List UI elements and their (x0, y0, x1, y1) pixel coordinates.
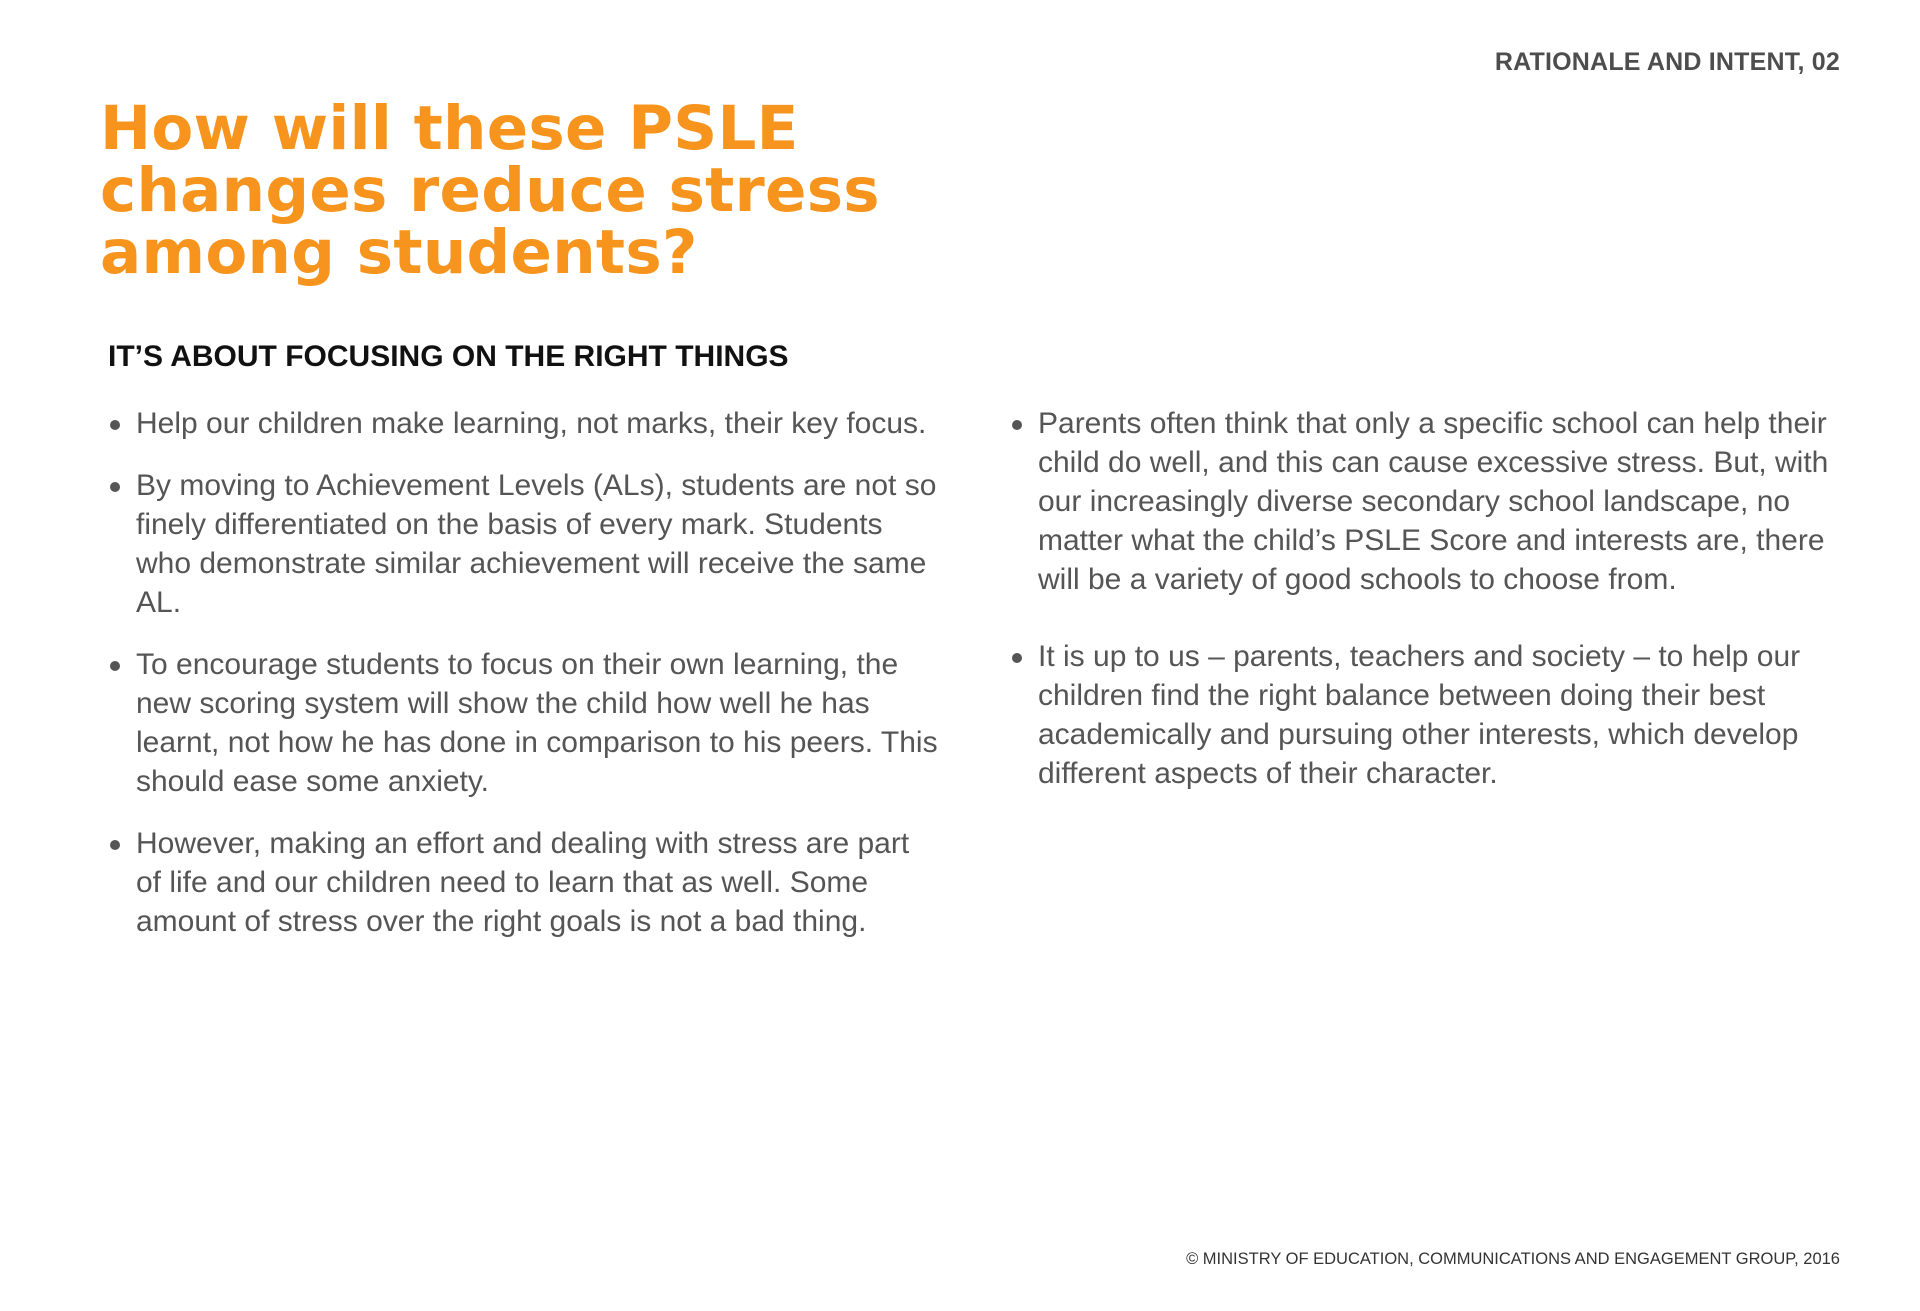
left-bullet-list (108, 404, 938, 964)
bullet-item: It is up to us – parents, teachers and society – to help our children find the right balance between doing their best academically and pursuing other interests, which develop different aspects of their character. (1010, 637, 1840, 793)
section-subtitle: IT’S ABOUT FOCUSING ON THE RIGHT THINGS (108, 340, 789, 373)
right-bullet-list (1010, 404, 1840, 831)
bullet-item: However, making an effort and dealing with stress are part of life and our children need to learn that as well. Some amount of stress over the right goals is not a bad thing. (108, 824, 938, 941)
copyright-footer: © MINISTRY OF EDUCATION, COMMUNICATIONS AND ENGAGEMENT GROUP, 2016 (1186, 1250, 1840, 1268)
section-reference: RATIONALE AND INTENT, 02 (1494, 48, 1840, 76)
bullet-item: Parents often think that only a specific school can help their child do well, and this can cause excessive stress. But, with our increasingly diverse secondary school landscape, no matter what the child’s PSLE Score and interests are, there will be a variety of good schools to choose from. (1010, 404, 1840, 599)
bullet-item: By moving to Achievement Levels (ALs), students are not so finely differentiated on the basis of every mark. Students who demonstrate similar achievement will receive the same AL. (108, 466, 938, 622)
bullet-item: Help our children make learning, not marks, their key focus. (108, 404, 938, 443)
page-title: How will these PSLE changes reduce stress among students? (100, 93, 880, 288)
bullet-item: To encourage students to focus on their own learning, the new scoring system will show the child how well he has learnt, not how he has done in comparison to his peers. This should ease some anxiety. (108, 645, 938, 801)
